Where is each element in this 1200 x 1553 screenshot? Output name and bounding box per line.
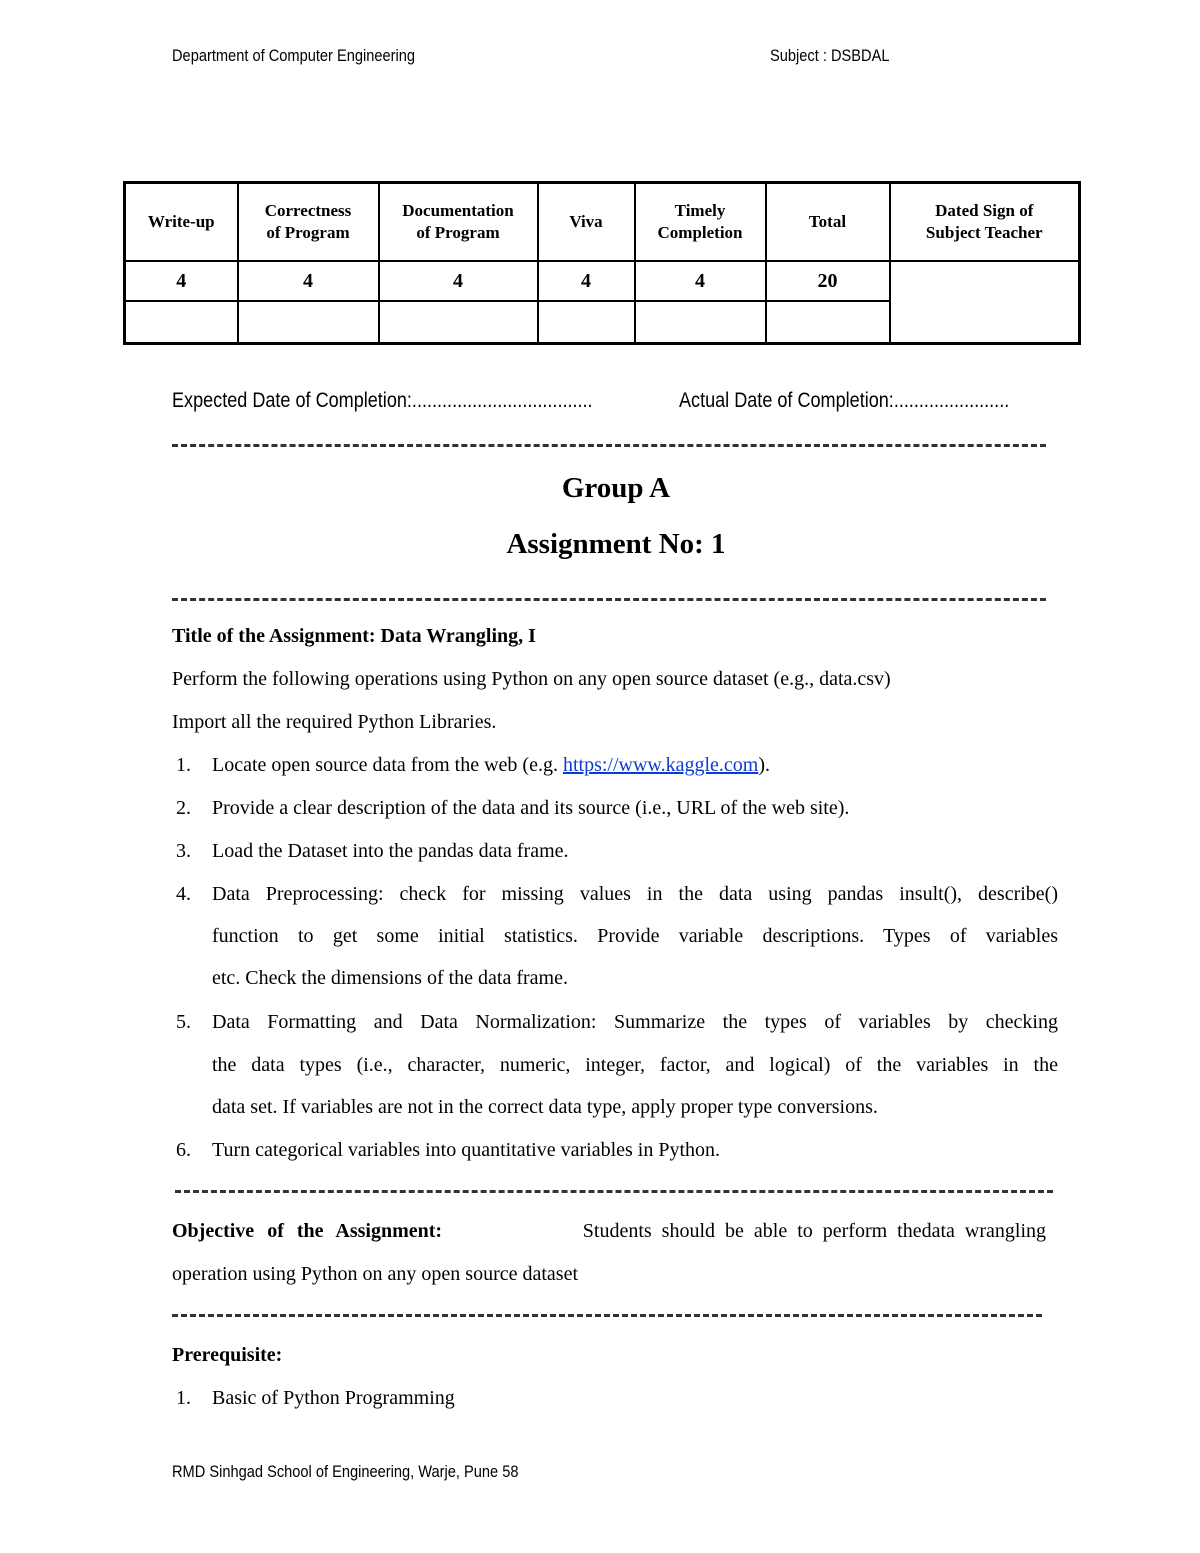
objective-line	[172, 1218, 1046, 1244]
max-marks-row	[125, 261, 1080, 301]
col-writeup-header: Write-up	[125, 183, 238, 262]
col-total-header: Total	[766, 183, 890, 262]
intro-line: Perform the following operations using Python on any open source dataset (e.g., data.csv)	[172, 668, 891, 690]
col-correctness-header: Correctness of Program	[238, 183, 379, 262]
list-item: Locate open source data from the web (e.g. https://www.kaggle.com).	[212, 754, 770, 776]
separator-line	[172, 1314, 1042, 1317]
max-marks-cell: 4	[379, 261, 538, 301]
group-title: Group A	[561, 472, 671, 504]
list-item: Load the Dataset into the pandas data frame.	[212, 840, 569, 862]
col-timely-header: Timely Completion	[635, 183, 766, 262]
separator-line	[172, 598, 1046, 601]
list-item-line: Data Formatting and Data Normalization: Summarize the types of variables by checking	[212, 1011, 1058, 1033]
separator-line	[175, 1190, 1053, 1193]
assignment-title-label: Title of the Assignment: Data Wrangling, I	[172, 625, 536, 647]
max-marks-cell: 4	[538, 261, 635, 301]
marks-header-row	[125, 183, 1080, 262]
max-marks-cell: 20	[766, 261, 890, 301]
list-number: 1.	[176, 754, 191, 776]
obtained-marks-cell	[635, 301, 766, 344]
col-sign-header: Dated Sign of Subject Teacher	[890, 183, 1080, 262]
separator-line	[172, 444, 1046, 447]
objective-label: Objective of the Assignment:	[172, 1220, 443, 1242]
list-item-line: data set. If variables are not in the correct data type, apply proper type conversions.	[212, 1096, 878, 1118]
objective-text: Students should be able to perform thedata wrangling	[582, 1220, 1046, 1242]
assignment-title: Assignment No: 1	[506, 528, 726, 560]
obtained-marks-cell	[379, 301, 538, 344]
max-marks-cell: 4	[238, 261, 379, 301]
list-item-line: Data Preprocessing: check for missing values in the data using pandas insult(), describe()	[212, 883, 1058, 905]
list-number: 2.	[176, 797, 191, 819]
department-header: Department of Computer Engineering	[172, 46, 415, 65]
col-documentation-header: Documentation of Program	[379, 183, 538, 262]
list-number: 5.	[176, 1011, 191, 1033]
obtained-marks-cell	[538, 301, 635, 344]
intro-line: Import all the required Python Libraries.	[172, 711, 497, 733]
list-item-line: the data types (i.e., character, numeric, integer, factor, and logical) of the variables in the	[212, 1054, 1058, 1076]
prerequisite-label: Prerequisite:	[172, 1344, 283, 1366]
list-item-line: etc. Check the dimensions of the data frame.	[212, 967, 568, 989]
list-item: Turn categorical variables into quantitative variables in Python.	[212, 1139, 721, 1161]
page-footer: RMD Sinhgad School of Engineering, Warje, Pune 58	[172, 1462, 519, 1481]
list-number: 3.	[176, 840, 191, 862]
list-item: Basic of Python Programming	[212, 1387, 455, 1409]
obtained-marks-cell	[766, 301, 890, 344]
subject-header: Subject : DSBDAL	[770, 46, 890, 65]
col-viva-header: Viva	[538, 183, 635, 262]
teacher-sign-cell	[890, 261, 1080, 344]
max-marks-cell: 4	[125, 261, 238, 301]
list-item: Provide a clear description of the data and its source (i.e., URL of the web site).	[212, 797, 850, 819]
kaggle-link[interactable]: https://www.kaggle.com	[562, 754, 759, 776]
max-marks-cell: 4	[635, 261, 766, 301]
list-number: 4.	[176, 883, 191, 905]
obtained-marks-cell	[238, 301, 379, 344]
expected-date: Expected Date of Completion:....................................	[172, 389, 593, 412]
list-item-line: function to get some initial statistics. Provide variable descriptions. Types of variables	[212, 925, 1058, 947]
marks-table	[123, 181, 1081, 345]
obtained-marks-cell	[125, 301, 238, 344]
actual-date: Actual Date of Completion:.......................	[679, 389, 1010, 412]
list-number: 1.	[176, 1387, 191, 1409]
objective-line: operation using Python on any open source dataset	[172, 1263, 579, 1285]
list-number: 6.	[176, 1139, 191, 1161]
